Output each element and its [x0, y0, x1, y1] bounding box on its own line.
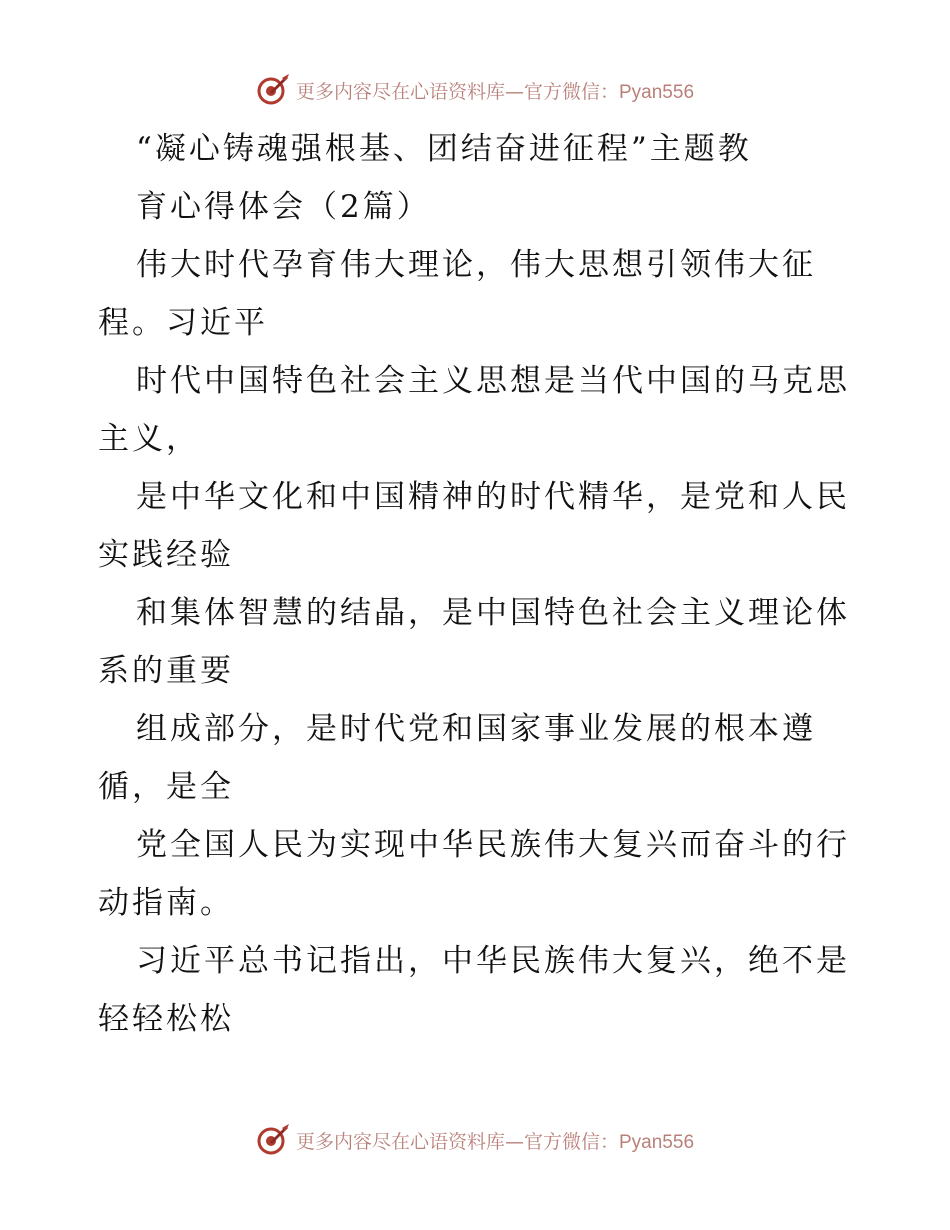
paragraph-line: 主义，	[98, 421, 200, 457]
watermark-account: Pyan556	[619, 1131, 695, 1153]
watermark-text	[296, 1127, 694, 1154]
watermark-label: 更多内容尽在心语资料库—官方微信：	[295, 1130, 619, 1153]
document-title: “凝心铸魂强根基、团结奋进征程”主题教	[136, 131, 752, 167]
watermark-label: 更多内容尽在心语资料库—官方微信：	[295, 80, 619, 103]
paragraph-line: 和集体智慧的结晶，是中国特色社会主义理论体	[136, 595, 850, 631]
paragraph-line: 系的重要	[98, 653, 234, 689]
paragraph-line: 习近平总书记指出，中华民族伟大复兴，绝不是	[136, 943, 850, 979]
paragraph-line: 实践经验	[98, 537, 234, 573]
paragraph-line: 伟大时代孕育伟大理论，伟大思想引领伟大征	[136, 247, 816, 283]
paragraph-line: 程。习近平	[98, 305, 268, 341]
watermark-footer	[0, 1120, 950, 1160]
quill-logo-icon	[256, 73, 290, 107]
paragraph-line: 党全国人民为实现中华民族伟大复兴而奋斗的行	[136, 827, 850, 863]
paragraph-line: 时代中国特色社会主义思想是当代中国的马克思	[136, 363, 850, 399]
quill-logo-icon	[256, 1123, 290, 1157]
watermark-text	[296, 77, 694, 104]
watermark-header	[0, 70, 950, 110]
document-body	[98, 120, 858, 1048]
paragraph-line: 动指南。	[98, 885, 234, 921]
document-title-continued: 育心得体会（2篇）	[136, 189, 431, 225]
watermark-account: Pyan556	[619, 81, 695, 103]
paragraph-line: 循，是全	[98, 769, 234, 805]
paragraph-line: 组成部分，是时代党和国家事业发展的根本遵	[136, 711, 816, 747]
paragraph-line: 是中华文化和中国精神的时代精华，是党和人民	[136, 479, 850, 515]
paragraph-line: 轻轻松松	[98, 1001, 234, 1037]
